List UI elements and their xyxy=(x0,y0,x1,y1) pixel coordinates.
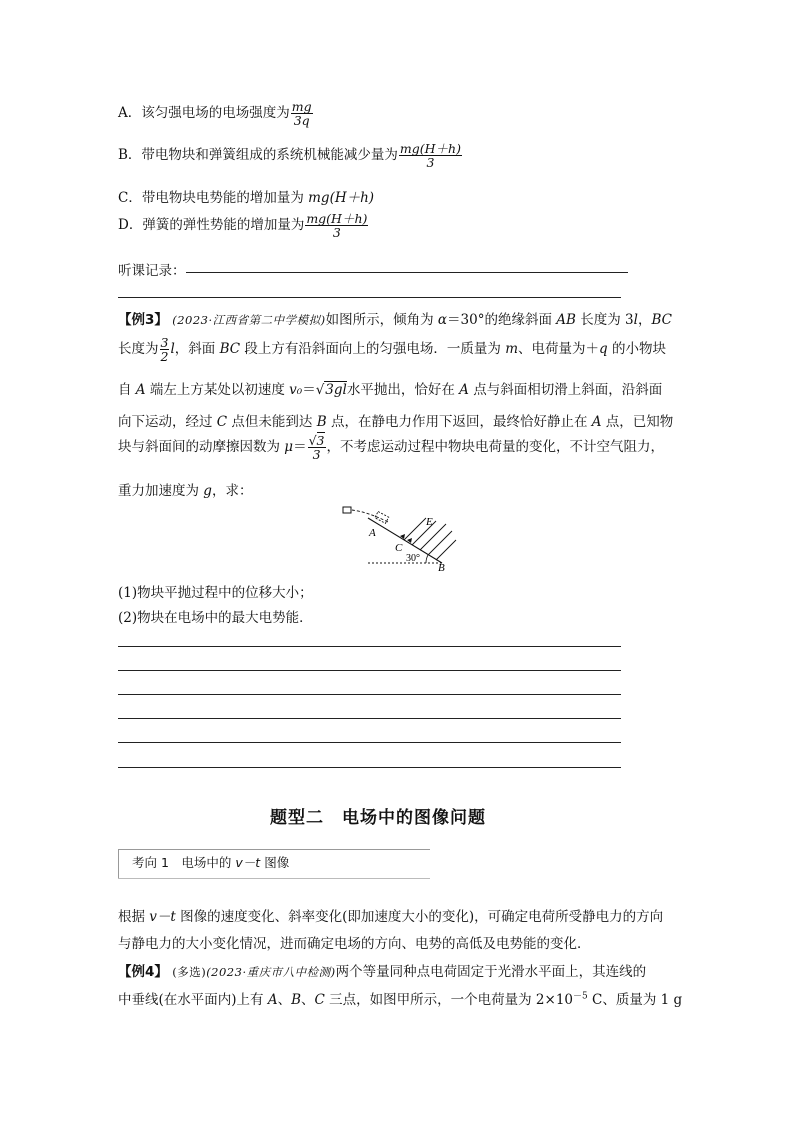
answer-line-1[interactable] xyxy=(118,646,621,647)
trajectory-dashed xyxy=(352,510,388,522)
tab-label: 考向 1 电场中的 v－t 图像 xyxy=(132,855,290,870)
example3-line2: 长度为 $\frac{3}{2}$ l，斜面 BC 段上方有沿斜面向上的匀强电场．一质量为 m、电荷量为＋q 的小物块 xyxy=(118,335,666,365)
diagram-label-E: E xyxy=(426,516,433,528)
option-b-fraction: $\frac{mg(H+h)}{3}$ xyxy=(399,141,461,171)
example4-source: (2023·重庆市八中检测) xyxy=(206,965,336,979)
diagram-label-A: A xyxy=(369,527,376,539)
example3-line5: 块与斜面间的动摩擦因数为 μ＝ $\frac{√3}{3}$ ，不考虑运动过程中物块电荷量的变化，不计空气阻力， xyxy=(118,433,664,463)
topic-tab xyxy=(118,849,430,879)
answer-line-5[interactable] xyxy=(118,742,621,743)
diagram-label-angle: 30° xyxy=(406,553,420,564)
answer-line-3[interactable] xyxy=(118,694,621,695)
diagram-label-B: B xyxy=(438,562,445,574)
option-a-text: A．该匀强电场的电场强度为 xyxy=(118,105,290,122)
option-b xyxy=(118,142,463,169)
question-1: (1)物块平抛过程中的位移大小； xyxy=(118,585,313,601)
para1-line1: 根据 v－t 图像的速度变化、斜率变化(即加速度大小的变化)，可确定电荷所受静电力的方向 xyxy=(118,909,664,925)
diagram-label-C: C xyxy=(395,542,403,554)
example3-line6: 重力加速度为 g，求： xyxy=(118,483,253,499)
example3-fraction-3-2: $\frac{3}{2}$ xyxy=(160,335,169,365)
answer-line-4[interactable] xyxy=(118,718,621,719)
option-b-text: B．带电物块和弹簧组成的系统机械能减少量为 xyxy=(118,147,398,164)
option-d xyxy=(118,212,369,239)
sqrt-symbol: √ xyxy=(315,382,325,398)
answer-line-2[interactable] xyxy=(118,670,621,671)
notes-line-2[interactable] xyxy=(118,297,621,298)
option-d-text: D．弹簧的弹性势能的增加量为 xyxy=(118,217,305,234)
option-c-formula: mg(H＋h) xyxy=(308,190,375,206)
example4-line2: 中垂线(在水平面内)上有 A、B、C 三点，如图甲所示，一个电荷量为 $2\times 10^{-5}$ C、质量为 1 g xyxy=(118,991,683,1008)
example3-line1: 【例3】 (2023·江西省第二中学模拟)如图所示，倾角为 α＝30°的绝缘斜面 AB 长度为 3l，BC xyxy=(118,312,672,328)
example3-source: (2023·江西省第二中学模拟) xyxy=(172,313,326,327)
example3-line3: 自 A 端左上方某处以初速度 v₀＝√3gl水平抛出，恰好在 A 点与斜面相切滑上斜面，沿斜面 xyxy=(118,382,663,398)
question-2: (2)物块在电场中的最大电势能． xyxy=(118,610,313,626)
example4-line1: 【例4】 (多选)(2023·重庆市八中检测)两个等量同种点电荷固定于光滑水平面上，其连线的 xyxy=(118,964,647,980)
option-a xyxy=(118,100,314,127)
incline-diagram xyxy=(338,504,478,574)
sqrt-content: 3gl xyxy=(325,382,347,398)
para1-line2: 与静电力的大小变化情况，进而确定电场的方向、电势的高低及电势能的变化． xyxy=(118,936,591,952)
option-a-fraction: $\frac{mg}{3q}$ xyxy=(291,99,312,129)
example3-fraction-sqrt3-3: $\frac{√3}{3}$ xyxy=(308,433,325,463)
example3-line4: 向下运动，经过 C 点但未能到达 B 点，在静电力作用下返回，最终恰好静止在 A 点，已知物 xyxy=(118,414,674,430)
notes-label: 听课记录： xyxy=(118,263,186,279)
answer-line-6[interactable] xyxy=(118,767,621,768)
example3-tag: 【例3】 xyxy=(118,312,168,328)
angle-arc xyxy=(426,555,428,563)
option-c xyxy=(118,186,374,206)
example4-tag: 【例4】 xyxy=(118,964,168,980)
option-d-fraction: $\frac{mg(H+h)}{3}$ xyxy=(306,211,368,241)
section-heading: 题型二 电场中的图像问题 xyxy=(270,808,486,828)
option-c-text: C．带电物块电势能的增加量为 xyxy=(118,190,309,206)
tab-notch xyxy=(118,850,125,878)
launch-block xyxy=(343,507,351,513)
notes-line-1[interactable] xyxy=(186,272,628,273)
